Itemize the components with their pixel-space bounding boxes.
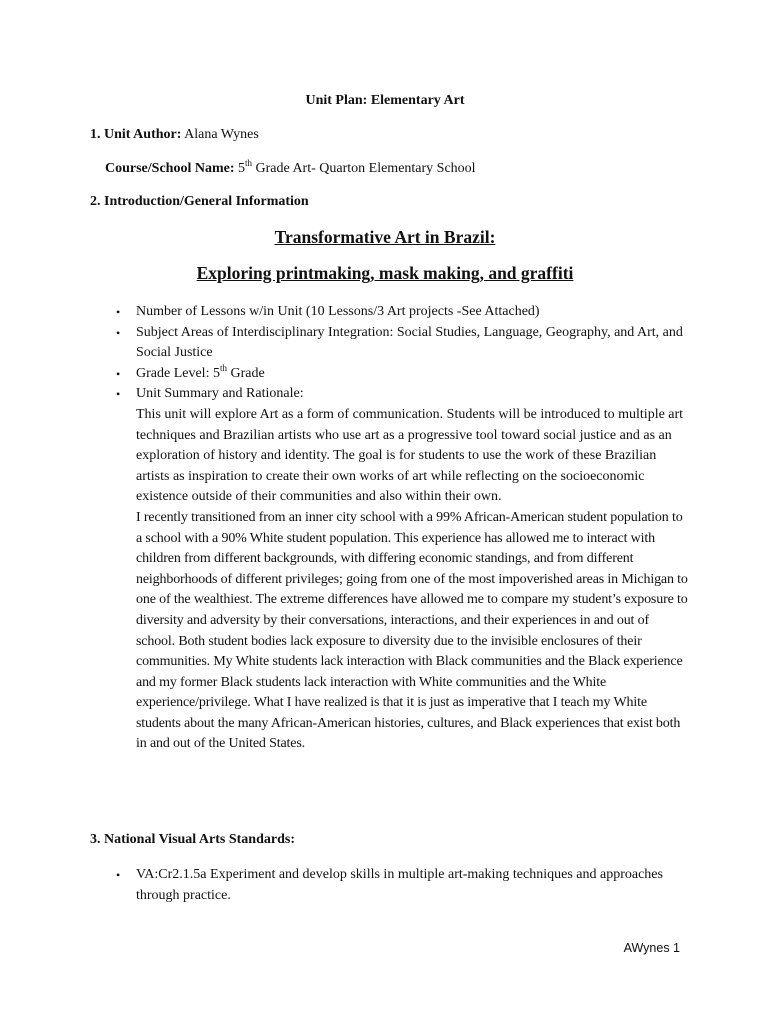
list-item xyxy=(90,865,690,906)
list-item xyxy=(90,323,690,364)
list-item xyxy=(90,364,690,385)
unit-subtitle: Exploring printmaking, mask making, and graffiti xyxy=(196,263,574,283)
course-school-line xyxy=(105,158,476,177)
bullet-icon: • xyxy=(116,387,121,402)
course-school-value: Grade Art- Quarton Elementary School xyxy=(252,161,476,176)
grade-level-suffix: Grade xyxy=(226,365,265,381)
intro-heading: 2. Introduction/General Information xyxy=(90,194,309,209)
unit-info-list xyxy=(90,302,690,755)
standards-heading: 3. National Visual Arts Standards: xyxy=(90,832,295,847)
bullet-icon: • xyxy=(116,305,121,319)
unit-title: Transformative Art in Brazil: xyxy=(274,227,496,247)
lessons-text: Number of Lessons w/in Unit (10 Lessons/3 Art projects -See Attached) xyxy=(136,304,540,319)
summary-paragraph-2: I recently transitioned from an inner city school with a 99% African-American student population to a school with a 90% White student population. This experience has allowed me to interact with children from different backgrounds, with differing economic standings, and from different neighborhoods of different privileges; going from one of the most impoverished areas in Michigan to one of the wealthiest. The extreme differences have allowed me to compare my student’s exposure to diversity and adversity by their conversations, interactions, and their experiences in and out of school. Both student bodies lack exposure to diversity due to the invisible enclosures of their communities. My White students lack interaction with Black communities and the Black experience and my former Black students lack interaction with White communities and the White experience/privilege. What I have realized is that it is just as imperative that I teach my White students about the many African-American histories, cultures, and Black experiences that exist both in and out of the United States. xyxy=(136,509,688,752)
grade-level-text: Grade Level: 5 xyxy=(136,365,220,381)
grade-level-ordinal: th xyxy=(219,362,227,373)
summary-label: Unit Summary and Rationale: xyxy=(136,386,304,402)
unit-author-label: 1. Unit Author: xyxy=(90,127,182,142)
page-footer: AWynes 1 xyxy=(623,941,680,955)
standards-list xyxy=(90,865,690,906)
list-item xyxy=(90,302,690,323)
subjects-text: Subject Areas of Interdisciplinary Integration: Social Studies, Language, Geography, and Art, and Social Justice xyxy=(136,324,683,361)
standard-text: VA:Cr2.1.5a Experiment and develop skills in multiple art-making techniques and approaches through practice. xyxy=(136,867,663,903)
bullet-icon: • xyxy=(116,868,121,882)
unit-author-line xyxy=(90,127,259,143)
summary-paragraph-1: This unit will explore Art as a form of communication. Students will be introduced to multiple art techniques and Brazilian artists who use art as a progressive tool toward social justice and as an exploration of history and identity. The goal is for students to use the work of these Brazilian artists as inspiration to create their own works of art while reflecting on the socioeconomic existence outside of their communities and also within their own. xyxy=(136,406,684,505)
bullet-icon: • xyxy=(116,366,121,381)
unit-author-value: Alana Wynes xyxy=(181,127,259,142)
course-school-grade: 5 xyxy=(234,161,245,176)
course-school-label: Course/School Name: xyxy=(105,161,235,176)
list-item xyxy=(90,384,690,755)
course-school-ordinal: th xyxy=(245,158,253,168)
bullet-icon: • xyxy=(116,325,121,340)
document-title: Unit Plan: Elementary Art xyxy=(305,93,465,108)
